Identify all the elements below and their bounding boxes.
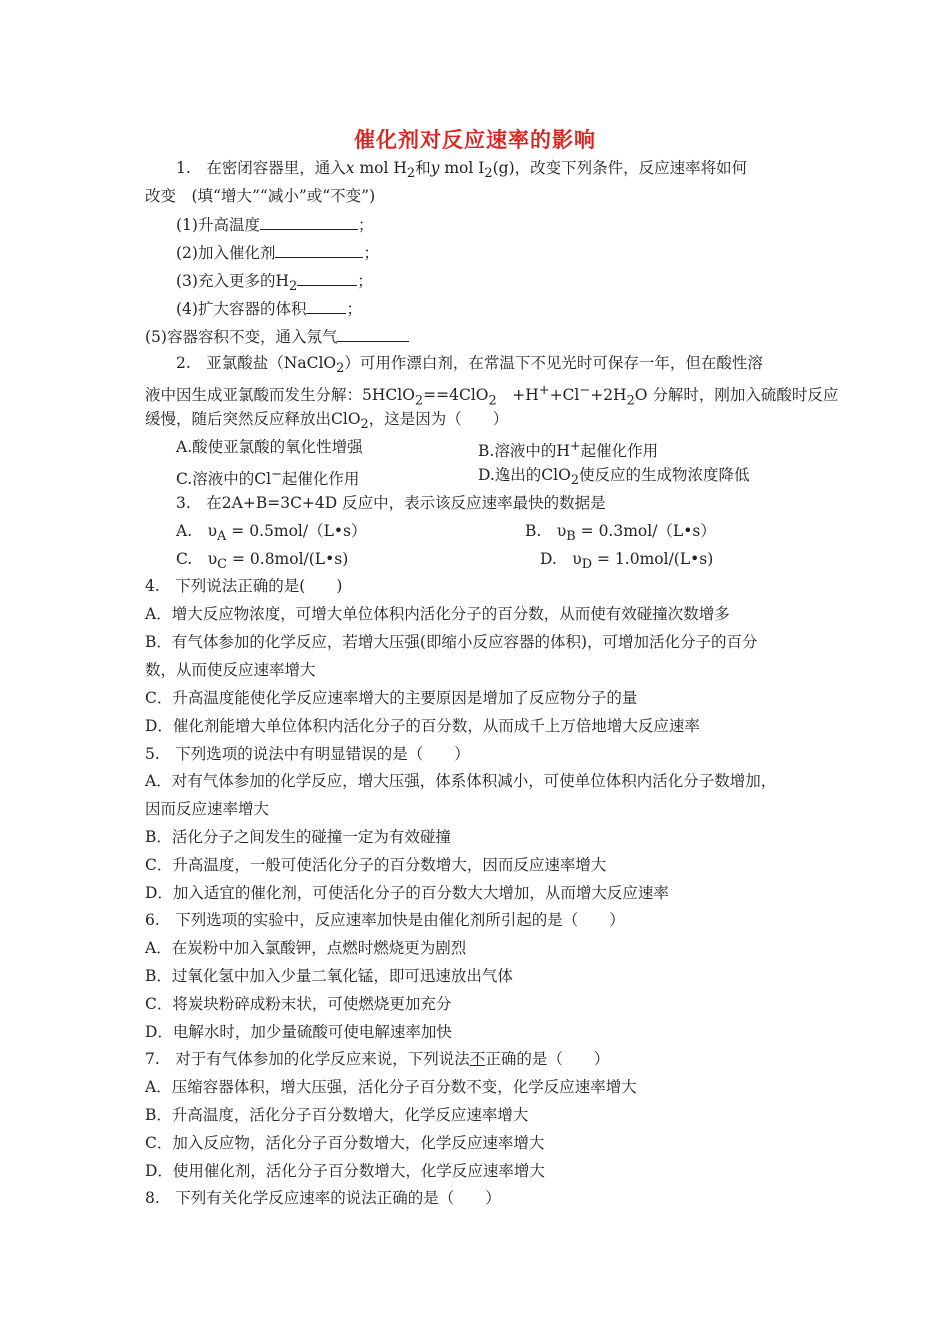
q8-stem: 8. 下列有关化学反应速率的说法正确的是（ ） (145, 1189, 501, 1207)
q1-item-4: (4)扩大容器的体积 ； (176, 300, 362, 318)
q4-stem: 4. 下列说法正确的是( ) (145, 577, 343, 595)
emphasis-not: 不 (469, 1050, 486, 1068)
q6-option-a[interactable]: A．在炭粉中加入氯酸钾，点燃时燃烧更为剧烈 (145, 939, 467, 957)
q5-option-d[interactable]: D．加入适宜的催化剂，可使活化分子的百分数大大增加，从而增大反应速率 (145, 884, 669, 902)
q1-stem-line1: 1. 在密闭容器里，通入x mol $H_2$和y mol $I_2(g)$，改变下列条件，反应速率将如何 (176, 159, 748, 182)
answer-blank[interactable] (337, 326, 409, 342)
q2-stem-line3: 缓慢，随后突然反应释放出ClO$_2$，这是因为（ ） (145, 410, 509, 433)
q6-stem: 6. 下列选项的实验中，反应速率加快是由催化剂所引起的是（ ） (145, 911, 625, 929)
answer-blank[interactable] (260, 214, 358, 230)
q6-option-c[interactable]: C．将炭块粉碎成粉末状，可使燃烧更加充分 (145, 995, 452, 1013)
q2-option-b[interactable]: B.溶液中的H+起催化作用 (478, 439, 659, 461)
q7-option-c[interactable]: C．加入反应物，活化分子百分数增大，化学反应速率增大 (145, 1134, 545, 1152)
answer-blank[interactable] (297, 270, 357, 286)
q3-option-b[interactable]: B. $\upsilon_B$ = 0.3mol/（L•s） (525, 522, 716, 545)
q3-stem: 3. 在2A+B=3C+4D 反应中，表示该反应速率最快的数据是 (176, 494, 606, 512)
q5-option-a-cont: 因而反应速率增大 (145, 800, 270, 818)
q4-option-b-cont: 数，从而使反应速率增大 (145, 661, 316, 679)
q2-stem-line1: 2. 亚氯酸盐（NaClO$_2$）可用作漂白剂，在常温下不见光时可保存一年，但在酸性溶 (176, 354, 763, 377)
q7-stem: 7. 对于有气体参加的化学反应来说，下列说法不正确的是（ ） (145, 1050, 610, 1068)
q2-stem-line2: 液中因生成亚氯酸而发生分解：5HClO$_2$==4ClO$_2$ $+H^++Cl^-+2H_2O$ 分解时，刚加入硫酸时反应 (145, 383, 839, 409)
q5-option-b[interactable]: B．活化分子之间发生的碰撞一定为有效碰撞 (145, 828, 451, 846)
q5-option-a[interactable]: A．对有气体参加的化学反应，增大压强，体系体积减小，可使单位体积内活化分子数增加， (145, 772, 777, 790)
q3-option-c[interactable]: C. $\upsilon_C$ = 0.8mol/(L•s) (176, 550, 349, 573)
q7-option-d[interactable]: D．使用催化剂，活化分子百分数增大，化学反应速率增大 (145, 1162, 545, 1180)
q5-stem: 5. 下列选项的说法中有明显错误的是（ ） (145, 745, 470, 763)
document-title: 催化剂对反应速率的影响 (354, 128, 596, 152)
answer-blank[interactable] (306, 298, 346, 314)
q2-option-c[interactable]: C.溶液中的Cl−起催化作用 (176, 467, 360, 489)
q4-option-b[interactable]: B．有气体参加的化学反应，若增大压强(即缩小反应容器的体积)，可增加活化分子的百分 (145, 633, 758, 651)
q6-option-b[interactable]: B．过氧化氢中加入少量二氧化锰，即可迅速放出气体 (145, 967, 513, 985)
q7-option-b[interactable]: B．升高温度，活化分子百分数增大，化学反应速率增大 (145, 1106, 529, 1124)
q6-option-d[interactable]: D．电解水时，加少量硫酸可使电解速率加快 (145, 1023, 452, 1041)
q4-option-c[interactable]: C．升高温度能使化学反应速率增大的主要原因是增加了反应物分子的量 (145, 689, 638, 707)
q5-option-c[interactable]: C．升高温度，一般可使活化分子的百分数增大，因而反应速率增大 (145, 856, 607, 874)
q2-option-a[interactable]: A.酸使亚氯酸的氧化性增强 (176, 438, 363, 456)
q3-option-d[interactable]: D. $\upsilon_D$ = 1.0mol/(L•s) (540, 550, 714, 573)
answer-blank[interactable] (275, 242, 363, 258)
q1-item-3: (3)充入更多的$H_2$ ； (176, 272, 373, 295)
q1-item-2: (2)加入催化剂 ； (176, 244, 379, 262)
q4-option-a[interactable]: A．增大反应物浓度，可增大单位体积内活化分子的百分数，从而使有效碰撞次数增多 (145, 605, 730, 623)
q1-item-5: (5)容器容积不变，通入氖气 (145, 326, 409, 347)
q4-option-d[interactable]: D．催化剂能增大单位体积内活化分子的百分数，从而成千上万倍地增大反应速率 (145, 717, 700, 735)
q2-option-d[interactable]: D.逸出的ClO$_2$使反应的生成物浓度降低 (478, 466, 750, 489)
q1-stem-line2: 改变 (填“增大”“减小”或“不变”) (145, 187, 376, 205)
q3-option-a[interactable]: A. $\upsilon_A$ = 0.5mol/（L•s） (176, 522, 367, 545)
q1-item-1: (1)升高温度 ； (176, 216, 374, 234)
q7-option-a[interactable]: A．压缩容器体积，增大压强，活化分子百分数不变，化学反应速率增大 (145, 1078, 637, 1096)
